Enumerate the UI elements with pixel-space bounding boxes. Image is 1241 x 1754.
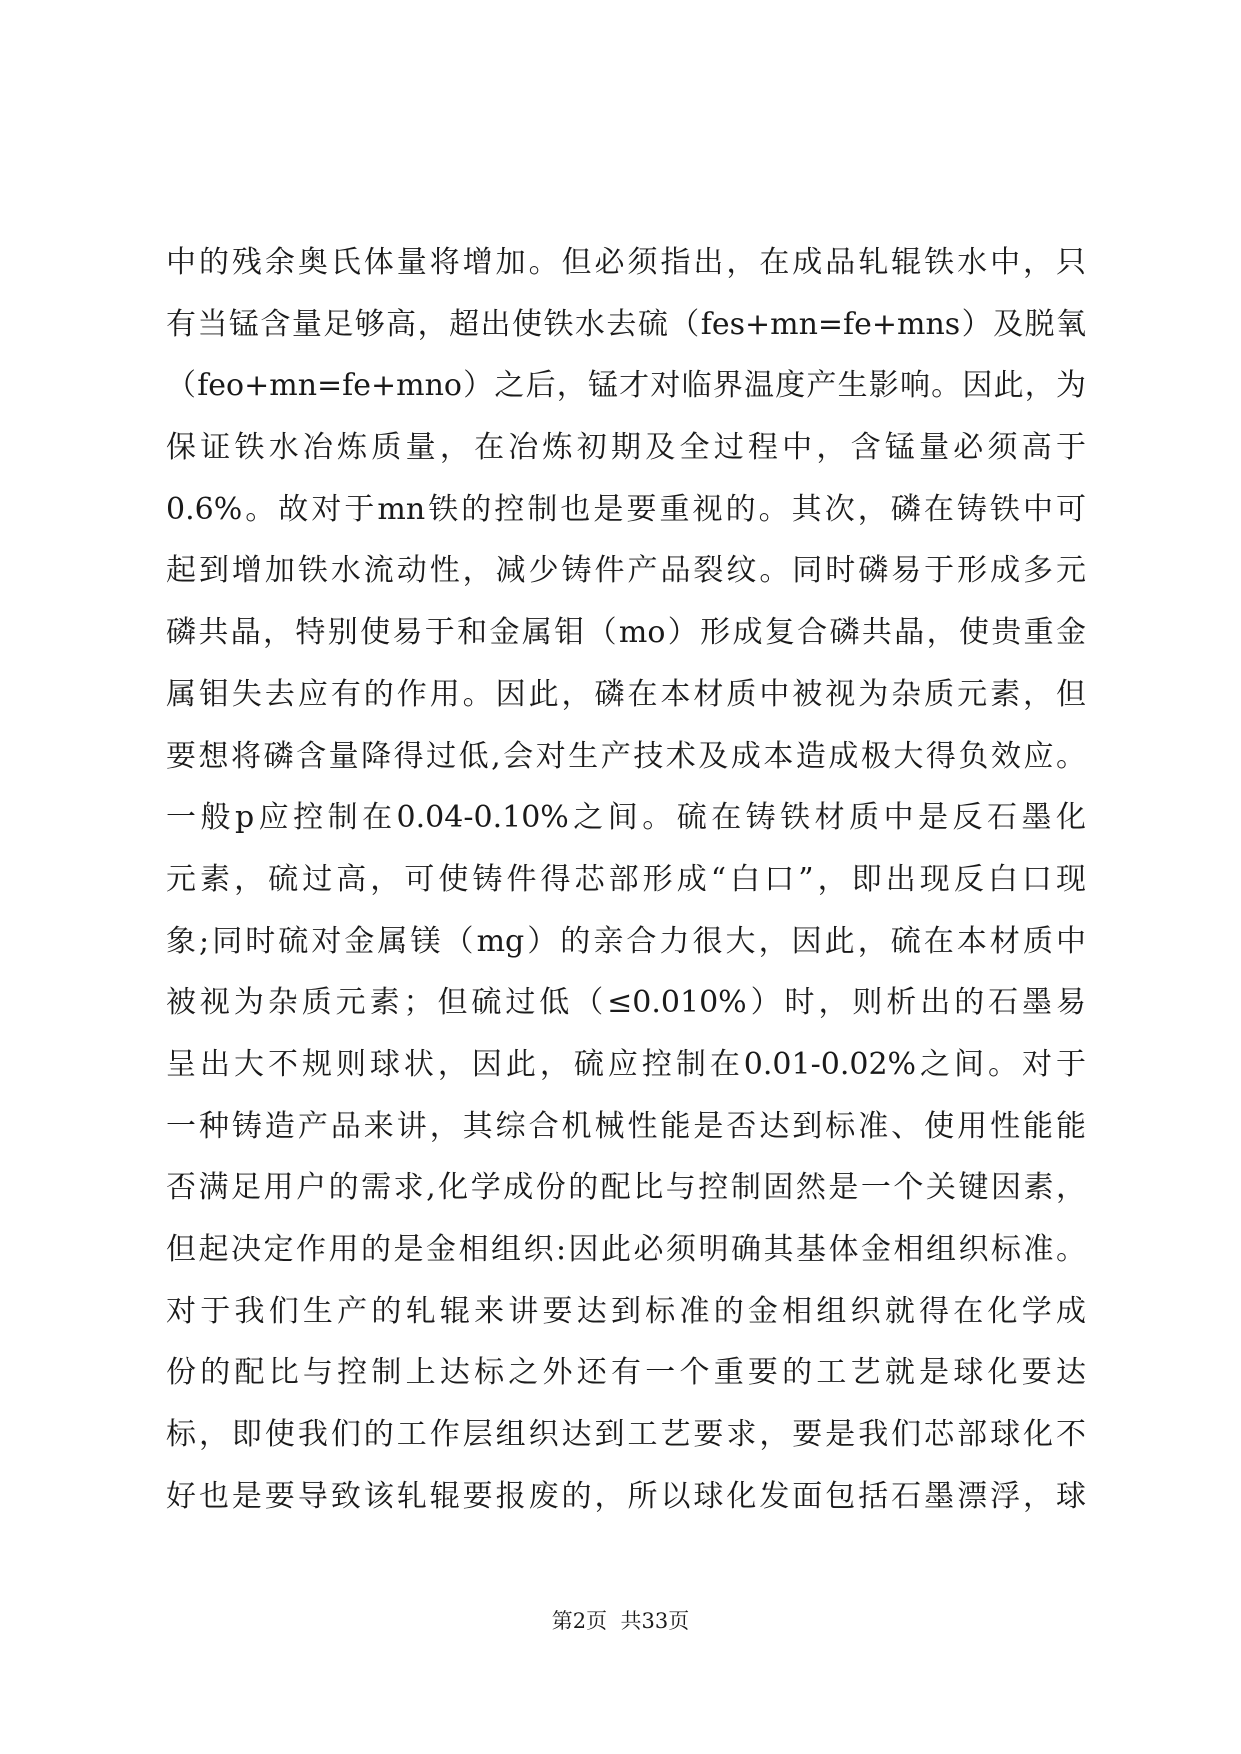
page-footer	[0, 1607, 1241, 1635]
text-line: 磷共晶，特别使易于和金属钼（mo）形成复合磷共晶，使贵重金	[166, 615, 1086, 651]
text-line: 呈出大不规则球状，因此，硫应控制在0.01-0.02%之间。对于	[166, 1046, 1086, 1082]
text-line: 元素，硫过高，可使铸件得芯部形成“白口”，即出现反白口现	[166, 861, 1086, 897]
text-line: 标，即使我们的工作层组织达到工艺要求，要是我们芯部球化不	[166, 1417, 1086, 1453]
text-line: （feo+mn=fe+mno）之后，锰才对临界温度产生影响。因此，为	[166, 368, 1086, 404]
text-line: 中的残余奥氏体量将增加。但必须指出，在成品轧辊铁水中，只	[166, 245, 1086, 280]
text-line: 一般p应控制在0.04-0.10%之间。硫在铸铁材质中是反石墨化	[166, 800, 1086, 836]
text-line: 好也是要导致该轧辊要报废的，所以球化发面包括石墨漂浮，球	[166, 1478, 1086, 1514]
text-line: 要想将磷含量降得过低,会对生产技术及成本造成极大得负效应。	[166, 738, 1086, 774]
text-line: 象;同时硫对金属镁（mg）的亲合力很大，因此，硫在本材质中	[166, 923, 1086, 959]
text-line: 份的配比与控制上达标之外还有一个重要的工艺就是球化要达	[166, 1355, 1086, 1391]
text-line: 但起决定作用的是金相组织:因此必须明确其基体金相组织标准。	[166, 1232, 1086, 1267]
text-line: 被视为杂质元素；但硫过低（≤0.010%）时，则析出的石墨易	[166, 985, 1086, 1021]
text-line: 否满足用户的需求,化学成份的配比与控制固然是一个关键因素，	[166, 1170, 1086, 1206]
text-line: 一种铸造产品来讲，其综合机械性能是否达到标准、使用性能能	[166, 1108, 1086, 1144]
page-number: 第2页 共33页	[551, 1609, 690, 1633]
text-line: 对于我们生产的轧辊来讲要达到标准的金相组织就得在化学成	[166, 1293, 1086, 1329]
text-line: 属钼失去应有的作用。因此，磷在本材质中被视为杂质元素，但	[166, 676, 1086, 712]
body-text	[166, 232, 1086, 1527]
text-line: 0.6%。故对于mn铁的控制也是要重视的。其次，磷在铸铁中可	[166, 491, 1086, 527]
text-line: 保证铁水冶炼质量，在冶炼初期及全过程中，含锰量必须高于	[166, 430, 1086, 466]
text-line: 有当锰含量足够高，超出使铁水去硫（fes+mn=fe+mns）及脱氧	[166, 306, 1086, 342]
text-line: 起到增加铁水流动性，减少铸件产品裂纹。同时磷易于形成多元	[166, 553, 1086, 589]
